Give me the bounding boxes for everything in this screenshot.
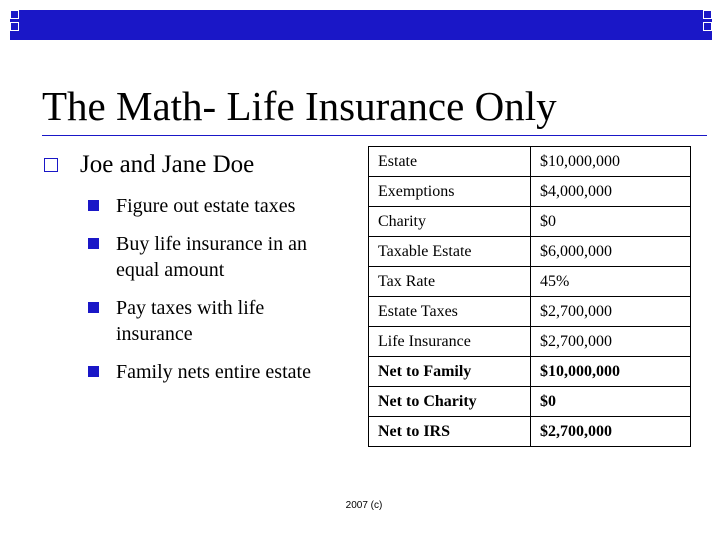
table-row — [369, 297, 691, 327]
table-row — [369, 267, 691, 297]
row-value: $2,700,000 — [531, 417, 691, 447]
square-bullet-icon — [88, 302, 99, 313]
bullet-main: Joe and Jane Doe — [80, 151, 255, 178]
row-label: Exemptions — [369, 177, 531, 207]
row-label: Net to Family — [369, 357, 531, 387]
square-bullet-icon — [88, 366, 99, 377]
row-value: $10,000,000 — [531, 357, 691, 387]
row-label: Estate Taxes — [369, 297, 531, 327]
corner-square-icon — [10, 10, 19, 19]
table-row — [369, 387, 691, 417]
row-label: Tax Rate — [369, 267, 531, 297]
table-row — [369, 177, 691, 207]
row-label: Estate — [369, 147, 531, 177]
bullet-sub-1: Figure out estate taxes — [116, 195, 296, 217]
row-label: Charity — [369, 207, 531, 237]
slide-footer: 2007 (c) — [345, 500, 383, 511]
table-row — [369, 417, 691, 447]
estate-table — [368, 146, 691, 447]
row-value: $10,000,000 — [531, 147, 691, 177]
row-value: $0 — [531, 387, 691, 417]
top-decorative-bar — [10, 10, 712, 40]
corner-square-icon — [703, 10, 712, 19]
row-label: Net to Charity — [369, 387, 531, 417]
square-bullet-icon — [88, 238, 99, 249]
row-value: $2,700,000 — [531, 327, 691, 357]
slide-title: The Math- Life Insurance Only — [42, 83, 557, 129]
row-label: Taxable Estate — [369, 237, 531, 267]
bullet-sub-3: Pay taxes with life insurance — [116, 297, 265, 345]
table-row — [369, 207, 691, 237]
row-label: Life Insurance — [369, 327, 531, 357]
row-value: $4,000,000 — [531, 177, 691, 207]
corner-square-icon — [10, 22, 19, 31]
table-row — [369, 237, 691, 267]
bullet-sub-2: Buy life insurance in an equal amount — [116, 233, 308, 281]
table-row — [369, 327, 691, 357]
title-underline — [42, 135, 707, 136]
row-value: $0 — [531, 207, 691, 237]
bullet-sub-4: Family nets entire estate — [116, 361, 311, 383]
hollow-square-bullet-icon — [44, 158, 58, 172]
row-value: $2,700,000 — [531, 297, 691, 327]
row-value: $6,000,000 — [531, 237, 691, 267]
row-value: 45% — [531, 267, 691, 297]
table-row — [369, 357, 691, 387]
corner-square-icon — [703, 22, 712, 31]
row-label: Net to IRS — [369, 417, 531, 447]
table-row — [369, 147, 691, 177]
square-bullet-icon — [88, 200, 99, 211]
